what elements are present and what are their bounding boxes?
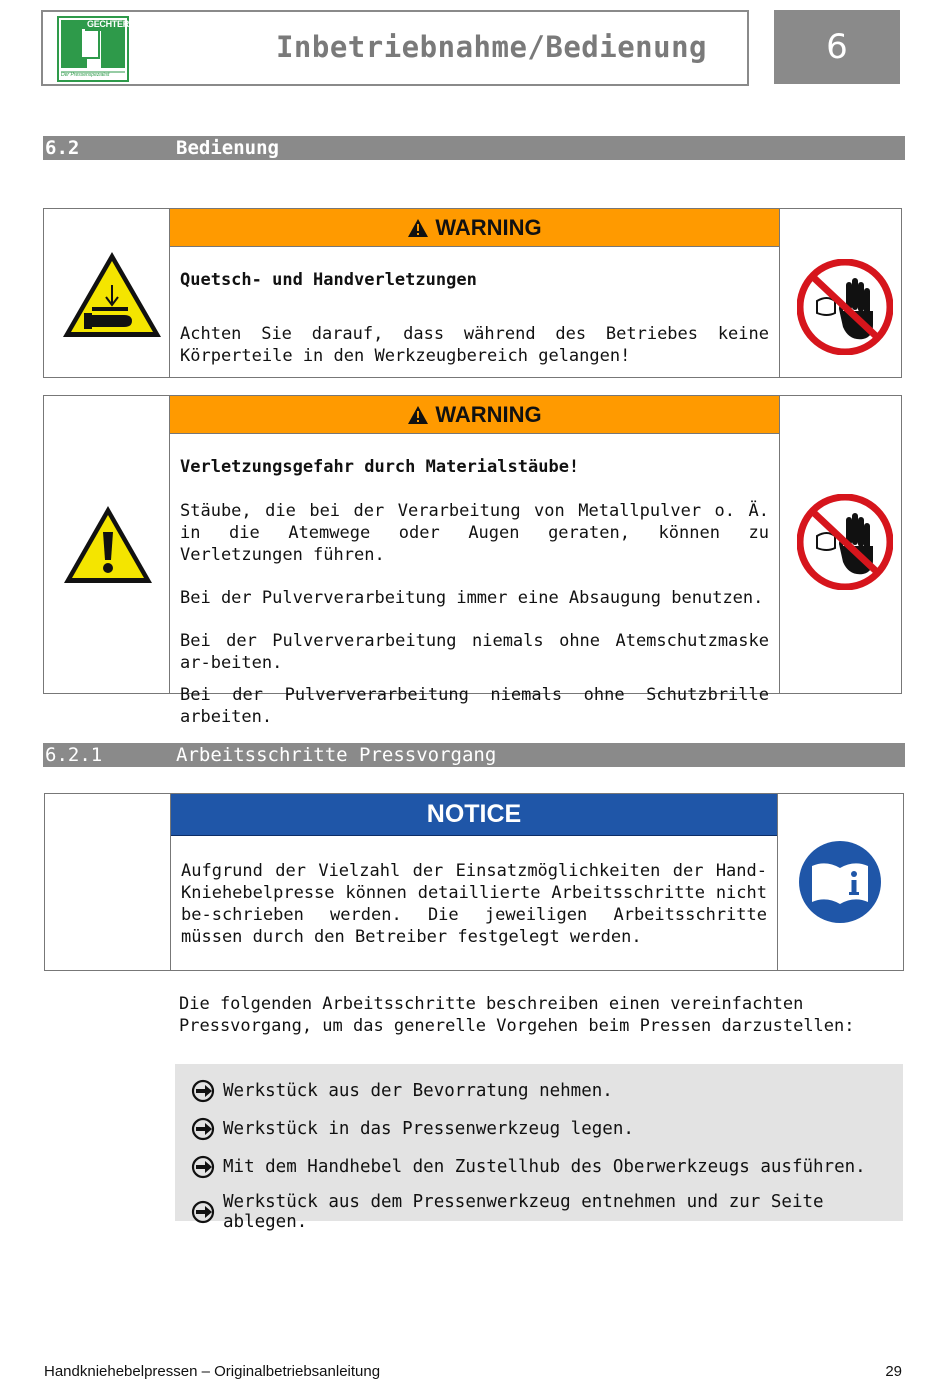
- warning-body: [180, 456, 769, 728]
- logo-tagline: Der Pressenspezialist: [61, 72, 110, 78]
- warning-paragraph: Bei der Pulververarbeitung niemals ohne Atemschutzmaske ar-beiten.: [180, 631, 769, 673]
- warning-triangle-icon: [407, 405, 429, 425]
- warning-right-cell: [779, 396, 901, 693]
- no-access-hand-icon: [797, 259, 893, 355]
- notice-header: NOTICE: [171, 794, 777, 836]
- warning-heading: Verletzungsgefahr durch Materialstäube!: [180, 457, 580, 477]
- warning-label: WARNING: [435, 214, 542, 240]
- section-heading-6-2: [43, 136, 905, 160]
- warning-left-cell: [44, 209, 170, 377]
- page-number: 29: [885, 1363, 902, 1380]
- no-access-hand-icon: [797, 494, 893, 590]
- list-item: [191, 1117, 634, 1141]
- logo-text: GECHTER: [87, 19, 129, 29]
- footer-document-title: Handkniehebelpressen – Originalbetriebsanleitung: [44, 1363, 381, 1380]
- arrow-right-circle-icon: [191, 1155, 215, 1179]
- warning-label: WARNING: [435, 401, 542, 427]
- notice-box: [44, 793, 904, 971]
- warning-paragraph: Stäube, die bei der Verarbeitung von Metallpulver o. Ä. in die Atemwege oder Augen geraten, können zu Verletzungen führen.: [180, 501, 769, 565]
- notice-right-cell: [777, 794, 903, 970]
- list-item: [191, 1192, 903, 1232]
- warning-right-cell: [779, 209, 901, 377]
- list-item: [191, 1155, 866, 1179]
- step-text: Mit dem Handhebel den Zustellhub des Oberwerkzeugs ausführen.: [223, 1157, 866, 1177]
- notice-left-cell: [45, 794, 171, 970]
- warning-paragraph: Bei der Pulververarbeitung niemals ohne Schutzbrille arbeiten.: [180, 685, 769, 727]
- page-header: [41, 10, 749, 86]
- warning-heading: Quetsch- und Handverletzungen: [180, 270, 477, 290]
- section-number: 6.2.1: [45, 744, 103, 766]
- step-text: Werkstück aus der Bevorratung nehmen.: [223, 1081, 613, 1101]
- steps-list: [175, 1064, 903, 1232]
- arrow-right-circle-icon: [191, 1200, 215, 1224]
- warning-header: [170, 396, 779, 434]
- general-warning-icon: [62, 504, 154, 586]
- list-item: [191, 1079, 613, 1103]
- section-title: Bedienung: [176, 137, 279, 159]
- hand-crush-warning-icon: [60, 249, 164, 341]
- warning-body: [180, 269, 769, 367]
- arrow-right-circle-icon: [191, 1079, 215, 1103]
- section-number: 6.2: [45, 137, 80, 159]
- warning-box-dust: [43, 395, 902, 727]
- section-title: Arbeitsschritte Pressvorgang: [176, 744, 497, 766]
- arrow-right-circle-icon: [191, 1117, 215, 1141]
- warning-triangle-icon: [407, 218, 429, 238]
- read-manual-icon: [798, 840, 882, 924]
- step-text: Werkstück aus dem Pressenwerkzeug entnehmen und zur Seite ablegen.: [223, 1192, 824, 1232]
- notice-body: [181, 860, 767, 948]
- step-text: Werkstück in das Pressenwerkzeug legen.: [223, 1119, 634, 1139]
- warning-left-cell: [44, 396, 170, 693]
- section-heading-6-2-1: [43, 743, 905, 767]
- procedure-intro: Die folgenden Arbeitsschritte beschreiben einen vereinfachten Pressvorgang, um das generelle Vorgehen beim Pressen darzustellen:: [179, 994, 855, 1036]
- warning-box-crush: [43, 208, 902, 378]
- warning-header: [170, 209, 779, 247]
- warning-text: Achten Sie darauf, dass während des Betriebes keine Körperteile in den Werkzeugbereich gelangen!: [180, 324, 769, 366]
- warning-paragraph: Bei der Pulververarbeitung immer eine Absaugung benutzen.: [180, 588, 764, 608]
- notice-text: Aufgrund der Vielzahl der Einsatzmöglichkeiten der Hand-Kniehebelpresse können detaillierte Arbeitsschritte nicht be-schrieben werden. Die jeweiligen Arbeitsschritte müssen durch den Betreiber festgelegt werden.: [181, 861, 767, 947]
- page-title: Inbetriebnahme/Bedienung: [275, 30, 707, 64]
- chapter-number: 6: [774, 10, 900, 84]
